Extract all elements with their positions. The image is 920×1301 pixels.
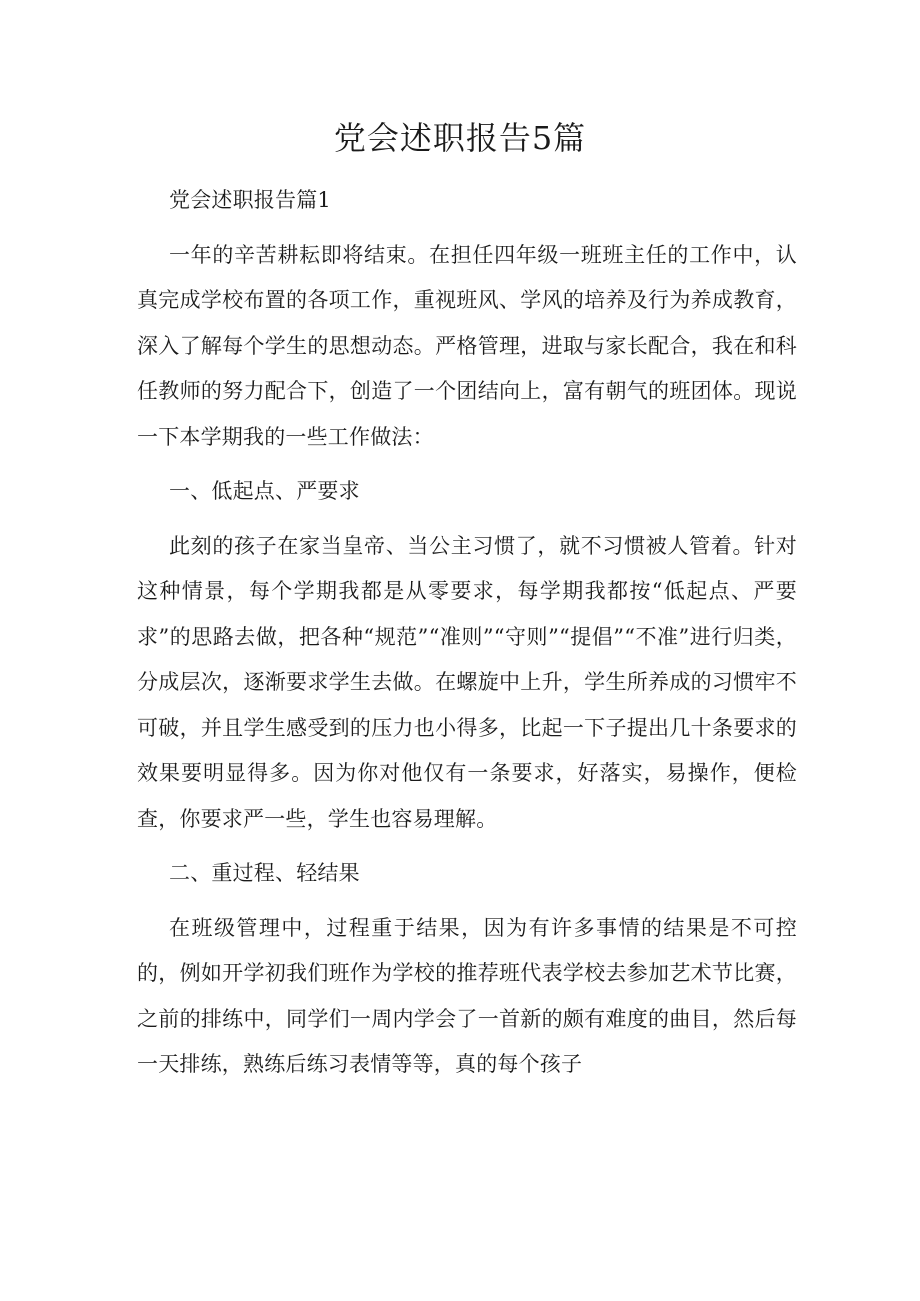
- paragraph-intro: 一年的辛苦耕耘即将结束。在担任四年级一班班主任的工作中，认真完成学校布置的各项工作，重视班风、学风的培养及行为养成教育，深入了解每个学生的思想动态。严格管理，进取与家长配合，我在和科任教师的努力配合下，创造了一个团结向上，富有朝气的班团体。现说一下本学期我的一些工作做法：: [137, 242, 797, 449]
- paragraph-process: 在班级管理中，过程重于结果，因为有许多事情的结果是不可控的，例如开学初我们班作为学校的推荐班代表学校去参加艺术节比赛，之前的排练中，同学们一周内学会了一首新的颇有难度的曲目，然后每一天排练，熟练后练习表情等等，真的每个孩子: [137, 915, 797, 1076]
- section-heading: 党会述职报告篇1: [169, 188, 331, 212]
- paragraph-low-start: 此刻的孩子在家当皇帝、当公主习惯了，就不习惯被人管着。针对这种情景，每个学期我都是从零要求，每学期我都按“低起点、严要求”的思路去做，把各种“规范”“准则”“守则”“提倡”“不准”进行归类，分成层次，逐渐要求学生去做。在螺旋中上升，学生所养成的习惯牢不可破，并且学生感受到的压力也小得多，比起一下子提出几十条要求的效果要明显得多。因为你对他仅有一条要求，好落实，易操作，便检查，你要求严一些，学生也容易理解。: [137, 533, 797, 831]
- subheading-process: 二、重过程、轻结果: [169, 861, 360, 885]
- document-title: 党会述职报告5篇: [333, 119, 587, 157]
- subheading-low-start: 一、低起点、严要求: [169, 479, 360, 503]
- document-body: [137, 178, 797, 1088]
